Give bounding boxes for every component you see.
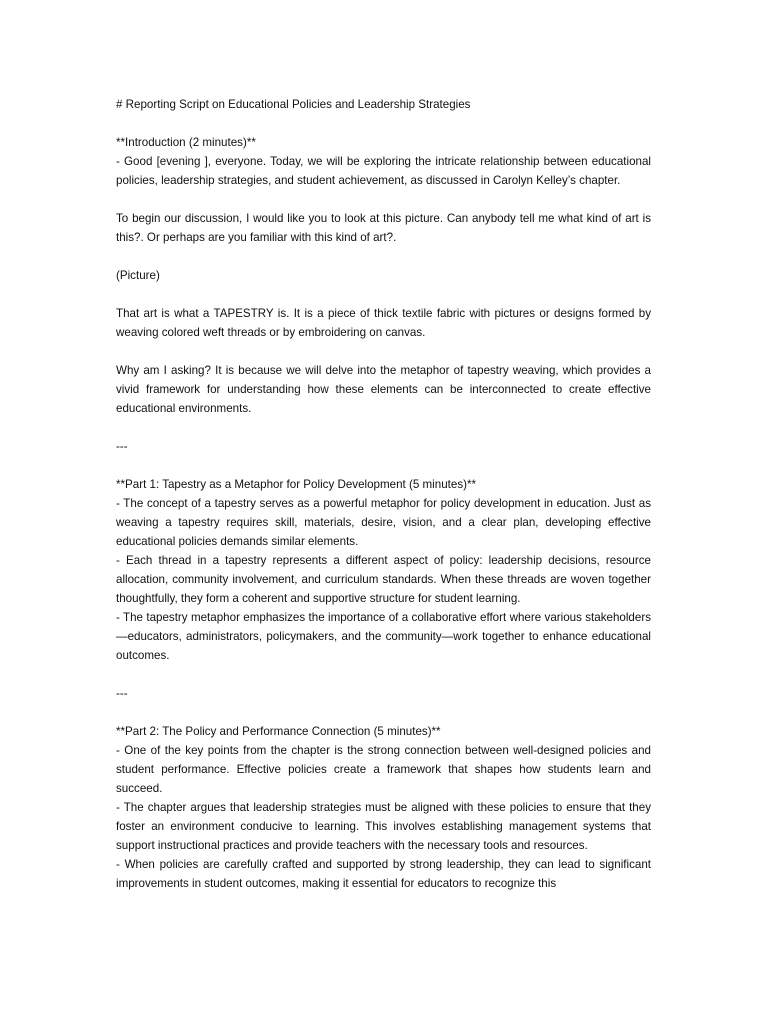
section-separator-1: ---: [116, 440, 128, 453]
part1-bullet-1: - The concept of a tapestry serves as a powerful metaphor for policy development in education. Just as weaving a tapestry requires skill, materials, desire, vision, and a clear plan, developing effective educational policies demands similar elements.: [116, 497, 651, 548]
part2-heading: **Part 2: The Policy and Performance Connection (5 minutes)**: [116, 725, 441, 738]
intro-paragraph-2: That art is what a TAPESTRY is. It is a piece of thick textile fabric with pictures or designs formed by weaving colored weft threads or by embroidering on canvas.: [116, 307, 651, 339]
document-body: [116, 95, 651, 893]
part1-bullet-3: - The tapestry metaphor emphasizes the importance of a collaborative effort where various stakeholders—educators, administrators, policymakers, and the community—work together to enhance educational outcomes.: [116, 611, 651, 662]
intro-heading: **Introduction (2 minutes)**: [116, 136, 256, 149]
intro-paragraph-1: To begin our discussion, I would like you to look at this picture. Can anybody tell me what kind of art is this?. Or perhaps are you familiar with this kind of art?.: [116, 212, 651, 244]
document-title: # Reporting Script on Educational Policies and Leadership Strategies: [116, 98, 471, 111]
part1-heading: **Part 1: Tapestry as a Metaphor for Policy Development (5 minutes)**: [116, 478, 476, 491]
picture-placeholder: (Picture): [116, 269, 160, 282]
intro-paragraph-3: Why am I asking? It is because we will delve into the metaphor of tapestry weaving, which provides a vivid framework for understanding how these elements can be interconnected to create effective educational environments.: [116, 364, 651, 415]
part2-bullet-1: - One of the key points from the chapter is the strong connection between well-designed policies and student performance. Effective policies create a framework that shapes how students learn and succeed.: [116, 744, 651, 795]
intro-bullet-1: - Good [evening ], everyone. Today, we will be exploring the intricate relationship between educational policies, leadership strategies, and student achievement, as discussed in Carolyn Kelley’s chapter.: [116, 155, 651, 187]
part2-bullet-2: - The chapter argues that leadership strategies must be aligned with these policies to ensure that they foster an environment conducive to learning. This involves establishing management systems that support instructional practices and provide teachers with the necessary tools and resources.: [116, 801, 651, 852]
part1-bullet-2: - Each thread in a tapestry represents a different aspect of policy: leadership decisions, resource allocation, community involvement, and curriculum standards. When these threads are woven together thoughtfully, they form a coherent and supportive structure for student learning.: [116, 554, 651, 605]
part2-bullet-3: - When policies are carefully crafted and supported by strong leadership, they can lead to significant improvements in student outcomes, making it essential for educators to recognize this: [116, 858, 651, 890]
section-separator-2: ---: [116, 687, 128, 700]
